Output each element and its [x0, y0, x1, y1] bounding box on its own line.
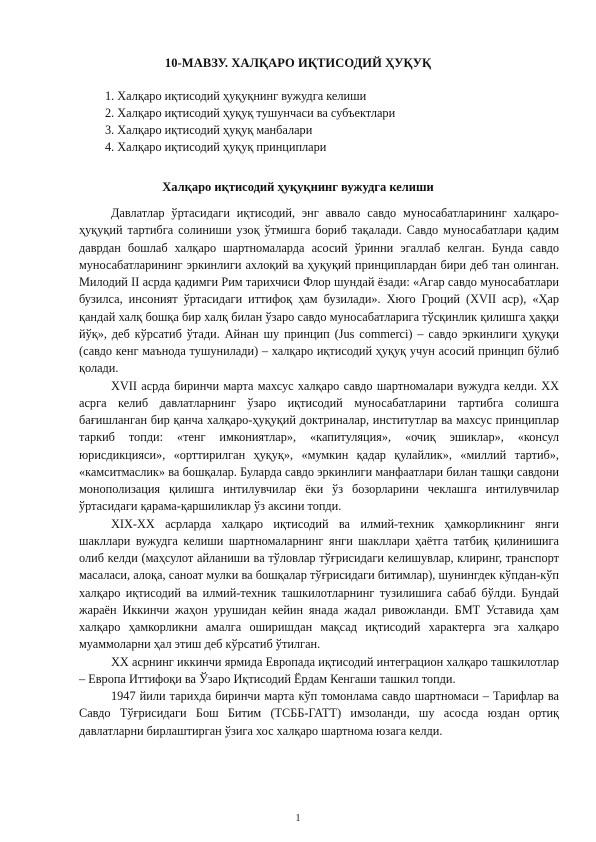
body-text	[79, 205, 559, 740]
page-number: 1	[295, 813, 301, 824]
paragraph: 1947 йили тарихда биринчи марта кўп томонлама савдо шартномаси – Тарифлар ва Савдо Тўғрисидаги Бош Битим (ТСББ-ГАТТ) имзоланди, шу асосда юздан ортиқ давлатларни бирлаштирган ўзига хос халқаро шартнома юзага келди.	[79, 689, 559, 738]
document-title: 10-МАВЗУ. ХАЛҚАРО ИҚТИСОДИЙ ҲУҚУҚ	[164, 56, 432, 70]
toc-item: 4. Халқаро иқтисодий ҳуқуқ принциплари	[105, 140, 327, 154]
section-heading: Халқаро иқтисодий ҳуқуқнинг вужудга келиши	[162, 180, 434, 194]
paragraph: XX асрнинг иккинчи ярмида Европада иқтисодий интеграцион халқаро ташкилотлар – Европа Иттифоқи ва Ўзаро Иқтисодий Ёрдам Кенгаши ташкил топди.	[79, 654, 559, 686]
paragraph: XVII асрда биринчи марта махсус халқаро савдо шартномалари вужудга келди. XX асрга келиб давлатларнинг ўзаро иқтисодий муносабатларини тартибга солишга бағишланган бир қанча халқаро-ҳуқуқий доктриналар, институтлар ва махсус принциплар таркиб топди: «тенг имкониятлар», «капитуляция», «очиқ эшиклар», «консул юрисдикцияси», «орттирилган ҳуқуқ», «мумкин қадар қулайлик», «миллий тартиб», «камситмаслик» ва бошқалар. Буларда савдо эркинлиги манфаатлари билан ташқи савдони монополизация қилишга интилувчилар ёки ўз бозорларини чеклашга интилувчилар ўртасидаги қарама-қаршиликлар ўз аксини топди.	[79, 378, 559, 514]
toc-item: 2. Халқаро иқтисодий ҳуқуқ тушунчаси ва субъектлари	[105, 106, 396, 120]
toc-item: 3. Халқаро иқтисодий ҳуқуқ манбалари	[105, 123, 313, 137]
toc-item: 1. Халқаро иқтисодий ҳуқуқнинг вужудга келиши	[105, 89, 367, 103]
table-of-contents	[105, 88, 395, 156]
paragraph: Давлатлар ўртасидаги иқтисодий, энг аввало савдо муносабатларининг халқаро-ҳуқуқий тартибга солиниши узоқ ўтмишга бориб тақалади. Савдо муносабатлари қадим даврдан бошлаб халқаро шартномаларда асосий ўринни эгаллаб келган. Бунда савдо муносабатларининг эркинлиги ахлоқий ва ҳуқуқий принциплардан бири деб тан олинган. Милодий II асрда қадимги Рим тарихчиси Флор шундай ёзади: «Агар савдо муносабатлари бузилса, инсоният ўртасидаги иттифоқ ҳам бузилади». Хюго Гроций (XVII аср), «Ҳар қандай халқ бошқа бир халқ билан ўзаро савдо муносабатларига тўсқинлик қилишга ҳаққи йўқ», деб кўрсатиб ўтади. Айнан шу принцип (Jus commerci) – савдо эркинлиги ҳуқуқи (савдо кенг маънода тушунилади) – халқаро иқтисодий ҳуқуқ учун асосий принцип бўлиб қолади.	[79, 206, 559, 376]
paragraph: XIX-XX асрларда халқаро иқтисодий ва илмий-техник ҳамкорликнинг янги шакллари вужудга келиши шартномаларнинг янги шакллари ҳаётга татбиқ қилинишига олиб келди (маҳсулот айланиши ва тўловлар тўғрисидаги келишувлар, клиринг, транспорт масалаcи, алоқа, саноат мулки ва бошқалар тўғрисидаги битимлар), шунингдек кўпдан-кўп халқаро иқтисодий ва илмий-техник ташкилотларнинг тузилишига сабаб бўлди. Бундай жараён Иккинчи жаҳон урушидан кейин янада жадал ривожланди. БМТ Уставида ҳам халқаро ҳамкорликни амалга оширишдан мақсад иқтисодий характерга эга халқаро муаммоларни ҳал этиш деб кўрсатиб ўтилган.	[79, 516, 559, 652]
